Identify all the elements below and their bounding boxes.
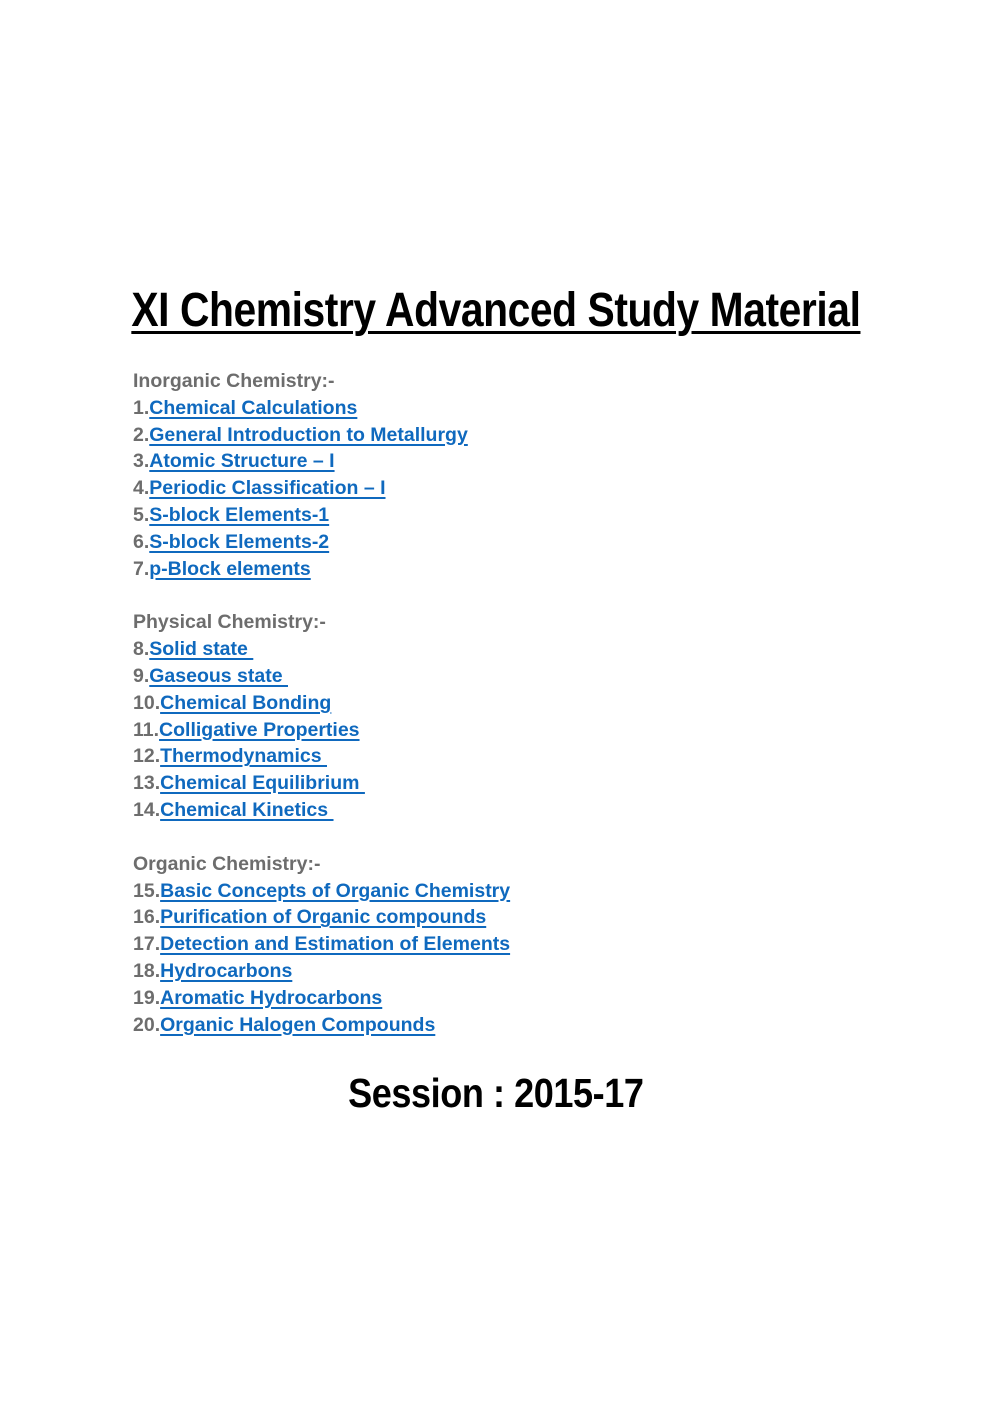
list-item <box>133 770 992 797</box>
chapter-link-detection-and-estimation-of-elements[interactable]: Detection and Estimation of Elements <box>160 933 511 956</box>
section-organic-chemistry <box>133 851 992 1039</box>
list-item <box>133 690 992 717</box>
list-item <box>133 904 992 931</box>
chapter-link-periodic-classification-1[interactable]: Periodic Classification – I <box>149 477 386 500</box>
item-number: 19. <box>133 986 161 1009</box>
session-label: Session : 2015-17 <box>348 1070 644 1117</box>
list-item <box>133 797 992 824</box>
item-number: 13. <box>133 772 161 795</box>
chapter-link-gaseous-state[interactable]: Gaseous state <box>149 664 288 687</box>
chapter-link-thermodynamics[interactable]: Thermodynamics <box>160 745 327 768</box>
list-item <box>133 395 992 422</box>
chapter-link-general-introduction-to-metallurgy[interactable]: General Introduction to Metallurgy <box>149 423 468 446</box>
item-number: 14. <box>133 798 161 821</box>
list-item <box>133 931 992 958</box>
section-physical-chemistry <box>133 609 992 823</box>
chapter-link-atomic-structure-1[interactable]: Atomic Structure – I <box>149 450 335 473</box>
item-number: 12. <box>133 745 161 768</box>
section-heading-physical: Physical Chemistry:- <box>133 611 326 634</box>
list-item <box>133 529 992 556</box>
list-item <box>133 958 992 985</box>
item-number: 5. <box>133 503 150 526</box>
item-number: 1. <box>133 396 150 419</box>
chapter-link-purification-of-organic-compounds[interactable]: Purification of Organic compounds <box>160 906 487 929</box>
item-number: 16. <box>133 906 161 929</box>
chapter-link-basic-concepts-of-organic-chemistry[interactable]: Basic Concepts of Organic Chemistry <box>160 879 511 902</box>
chapter-link-chemical-bonding[interactable]: Chemical Bonding <box>160 691 332 714</box>
list-item <box>133 985 992 1012</box>
list-item <box>133 475 992 502</box>
section-heading-inorganic: Inorganic Chemistry:- <box>133 370 335 392</box>
list-item <box>133 448 992 475</box>
list-item <box>133 663 992 690</box>
list-item <box>133 422 992 449</box>
chapter-link-chemical-calculations[interactable]: Chemical Calculations <box>149 396 358 419</box>
item-number: 10. <box>133 691 161 714</box>
list-item <box>133 502 992 529</box>
list-item <box>133 878 992 905</box>
list-item <box>133 743 992 770</box>
item-number: 15. <box>133 879 161 902</box>
section-inorganic-chemistry <box>133 368 992 582</box>
chapter-link-organic-halogen-compounds[interactable]: Organic Halogen Compounds <box>160 1013 436 1036</box>
toc-content <box>133 368 992 1038</box>
chapter-link-s-block-elements-2[interactable]: S-block Elements-2 <box>149 530 330 553</box>
list-item <box>133 556 992 583</box>
item-number: 2. <box>133 423 150 446</box>
chapter-link-aromatic-hydrocarbons[interactable]: Aromatic Hydrocarbons <box>160 986 383 1009</box>
list-item <box>133 636 992 663</box>
chapter-link-s-block-elements-1[interactable]: S-block Elements-1 <box>149 503 330 526</box>
section-heading-organic: Organic Chemistry:- <box>133 852 321 875</box>
chapter-link-colligative-properties[interactable]: Colligative Properties <box>159 718 360 741</box>
item-number: 17. <box>133 933 161 956</box>
item-number: 8. <box>133 638 150 661</box>
list-item <box>133 717 992 744</box>
item-number: 9. <box>133 664 150 687</box>
chapter-link-chemical-kinetics[interactable]: Chemical Kinetics <box>160 798 334 821</box>
item-number: 20. <box>133 1013 161 1036</box>
chapter-link-chemical-equilibrium[interactable]: Chemical Equilibrium <box>160 772 365 795</box>
chapter-link-solid-state[interactable]: Solid state <box>149 638 254 661</box>
chapter-link-hydrocarbons[interactable]: Hydrocarbons <box>160 959 293 982</box>
item-number: 6. <box>133 530 150 553</box>
session-container <box>0 1070 992 1117</box>
item-number: 4. <box>133 477 150 500</box>
item-number: 11. <box>133 718 160 741</box>
item-number: 18. <box>133 959 161 982</box>
item-number: 3. <box>133 450 150 473</box>
item-number: 7. <box>133 557 150 580</box>
list-item <box>133 1012 992 1039</box>
chapter-link-p-block-elements[interactable]: p-Block elements <box>149 557 311 580</box>
page-title: XI Chemistry Advanced Study Material <box>131 284 861 337</box>
title-container <box>0 0 992 338</box>
